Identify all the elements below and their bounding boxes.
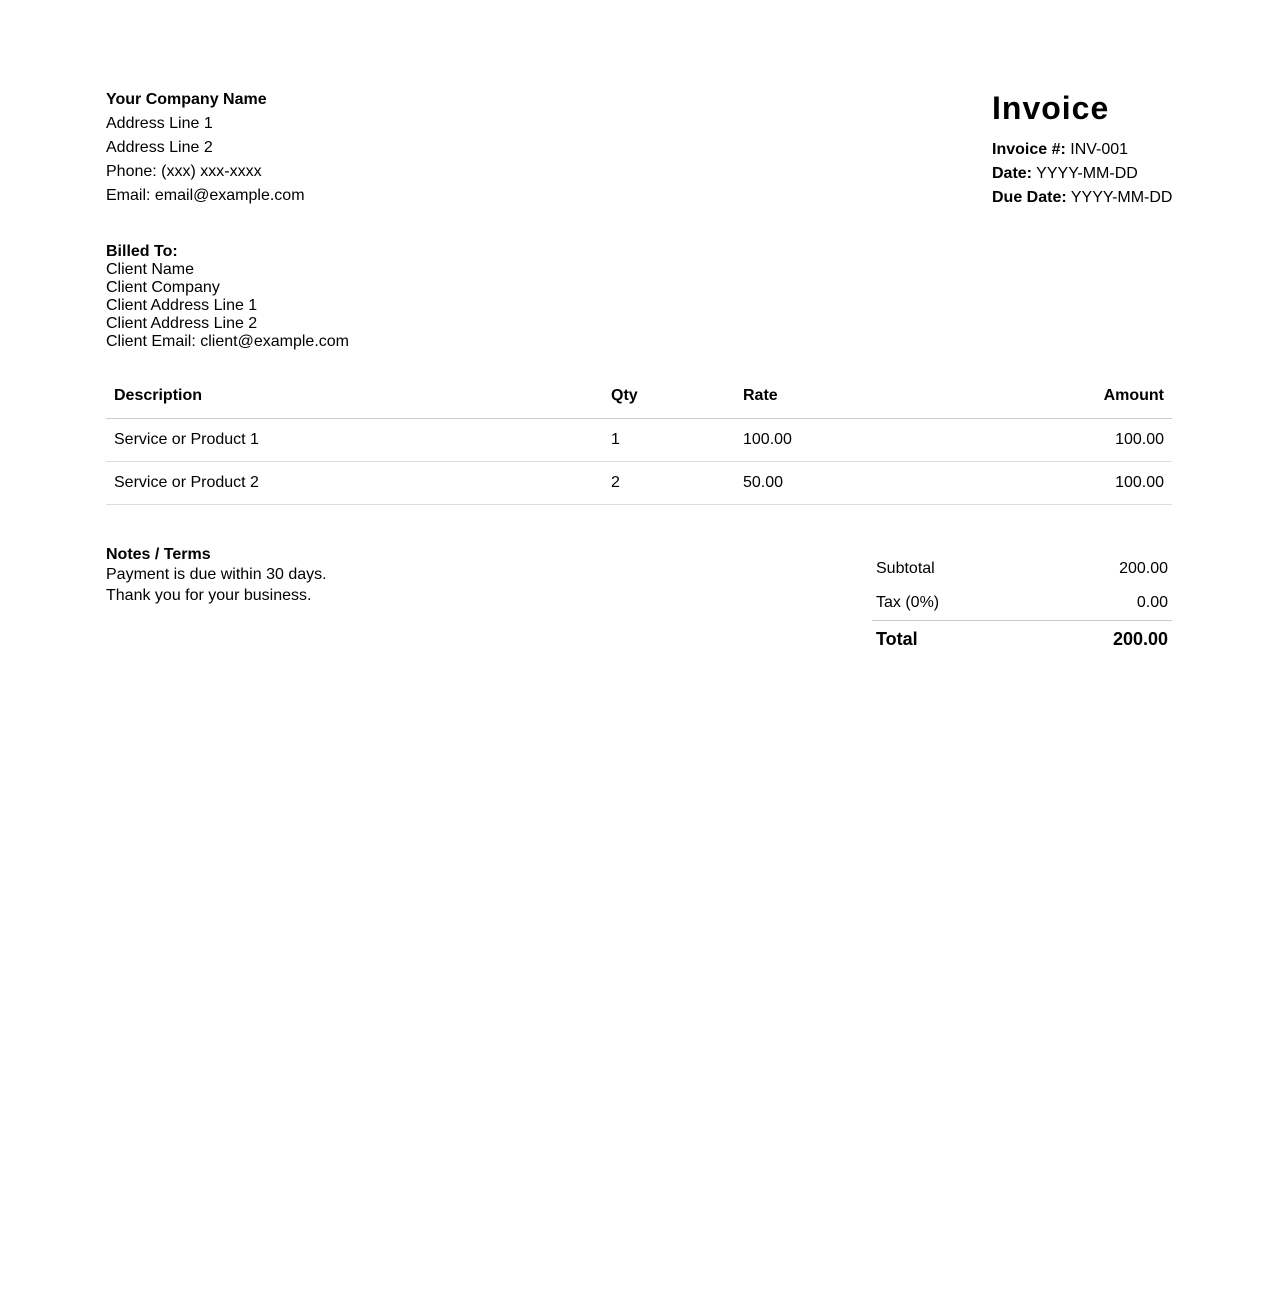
invoice-date-label: Date:: [992, 165, 1033, 182]
total-value: 200.00: [1112, 628, 1168, 649]
company-address-line-1: Address Line 1: [106, 115, 213, 132]
total-label: Total: [876, 628, 918, 649]
invoice-meta: [992, 88, 1172, 210]
company-name: Your Company Name: [106, 91, 267, 108]
notes-terms: [106, 546, 327, 606]
table-row: [106, 462, 1172, 505]
invoice-number-value: INV-001: [1070, 141, 1129, 158]
invoice-date-value: YYYY-MM-DD: [1036, 165, 1138, 182]
notes-label: Notes / Terms: [106, 546, 211, 563]
subtotal-label: Subtotal: [876, 560, 935, 577]
subtotal-row: [872, 552, 1172, 586]
billed-to-label: Billed To:: [106, 243, 178, 260]
tax-row: [872, 586, 1172, 620]
invoice-number-label: Invoice #:: [992, 141, 1066, 158]
client-email: Client Email: client@example.com: [106, 333, 349, 350]
client-address-line-2: Client Address Line 2: [106, 315, 258, 332]
invoice-title: Invoice: [992, 90, 1110, 126]
line-items-table: [106, 374, 1172, 505]
row-qty: 1: [603, 419, 735, 462]
header-description: Description: [106, 374, 603, 419]
company-email: Email: email@example.com: [106, 187, 305, 204]
totals-summary: [872, 552, 1172, 657]
header-qty: Qty: [603, 374, 735, 419]
client-company: Client Company: [106, 279, 220, 296]
table-row: [106, 419, 1172, 462]
invoice-due-date-value: YYYY-MM-DD: [1070, 189, 1173, 206]
invoice-due-date-line: [992, 186, 1172, 210]
billed-to: [106, 243, 349, 351]
notes-line-2: Thank you for your business.: [106, 587, 312, 604]
header-amount: Amount: [984, 374, 1172, 419]
tax-value: 0.00: [1136, 594, 1168, 611]
table-header-row: [106, 374, 1172, 419]
row-description: Service or Product 1: [106, 419, 603, 462]
subtotal-value: 200.00: [1119, 560, 1168, 577]
row-qty: 2: [603, 462, 735, 505]
total-row: [872, 620, 1172, 657]
row-rate: 100.00: [735, 419, 984, 462]
company-info: [106, 88, 305, 208]
tax-label: Tax (0%): [876, 594, 940, 611]
invoice-header: [106, 88, 1172, 228]
row-rate: 50.00: [735, 462, 984, 505]
row-amount: 100.00: [984, 419, 1172, 462]
client-address-line-1: Client Address Line 1: [106, 297, 258, 314]
invoice-due-date-label: Due Date:: [992, 189, 1067, 206]
client-name: Client Name: [106, 261, 195, 278]
notes-line-1: Payment is due within 30 days.: [106, 566, 327, 583]
invoice-number-line: [992, 138, 1172, 162]
company-phone: Phone: (xxx) xxx-xxxx: [106, 163, 262, 180]
invoice-page: [106, 88, 1173, 649]
header-rate: Rate: [735, 374, 984, 419]
row-description: Service or Product 2: [106, 462, 603, 505]
company-address-line-2: Address Line 2: [106, 139, 213, 156]
row-amount: 100.00: [984, 462, 1172, 505]
invoice-date-line: [992, 162, 1172, 186]
